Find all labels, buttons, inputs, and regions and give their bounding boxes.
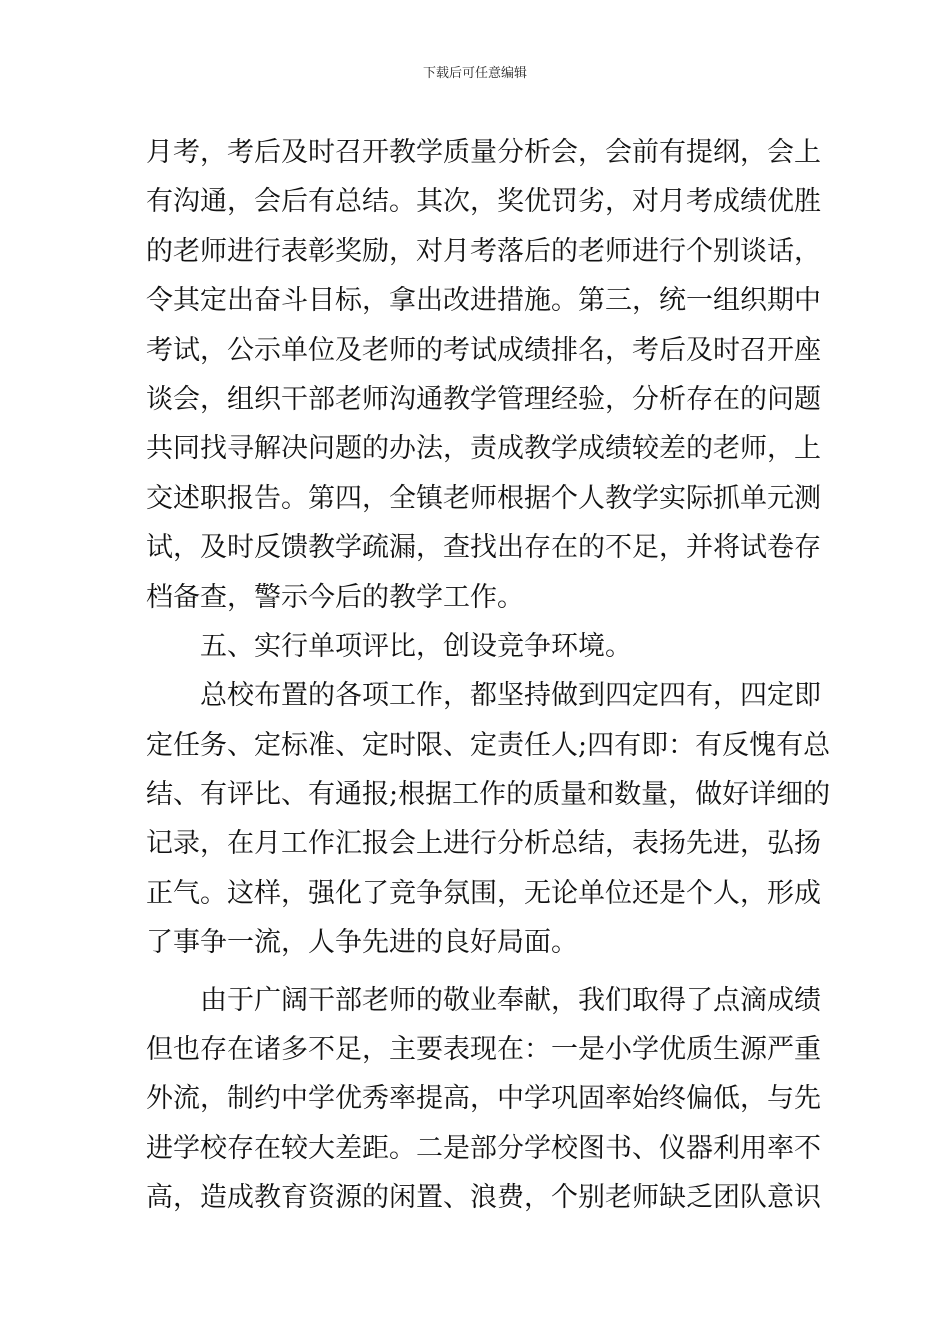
section-heading: 五、实行单项评比，创设竞争环境。 xyxy=(200,630,632,662)
text-line: 考试，公示单位及老师的考试成绩排名，考后及时召开座 xyxy=(146,334,821,366)
document-body xyxy=(146,128,831,1223)
page-header: 下载后可任意编辑 xyxy=(422,66,527,81)
text-line: 的老师进行表彰奖励，对月考落后的老师进行个别谈话， xyxy=(146,235,821,267)
text-line: 外流，制约中学优秀率提高，中学巩固率始终偏低，与先 xyxy=(146,1083,821,1115)
text-line: 但也存在诸多不足，主要表现在：一是小学优质生源严重 xyxy=(146,1034,821,1066)
text-line: 高，造成教育资源的闲置、浪费，个别老师缺乏团队意识 xyxy=(146,1182,821,1214)
text-line: 正气。这样，强化了竞争氛围，无论单位还是个人，形成 xyxy=(146,877,821,909)
text-line: 记录，在月工作汇报会上进行分析总结，表扬先进，弘扬 xyxy=(146,828,821,860)
text-line: 月考，考后及时召开教学质量分析会，会前有提纲，会上 xyxy=(146,137,821,168)
text-line: 令其定出奋斗目标，拿出改进措施。第三，统一组织期中 xyxy=(146,285,821,317)
text-line: 结、有评比、有通报;根据工作的质量和数量，做好详细的 xyxy=(146,779,831,811)
text-line: 有沟通，会后有总结。其次，奖优罚劣，对月考成绩优胜 xyxy=(146,186,821,218)
text-line: 了事争一流，人争先进的良好局面。 xyxy=(146,927,578,959)
text-line: 交述职报告。第四，全镇老师根据个人教学实际抓单元测 xyxy=(146,482,821,514)
text-line: 定任务、定标准、定时限、定责任人;四有即：有反愧有总 xyxy=(146,729,831,761)
text-line: 由于广阔干部老师的敬业奉献，我们取得了点滴成绩 xyxy=(200,984,821,1016)
text-line: 进学校存在较大差距。二是部分学校图书、仪器利用率不 xyxy=(146,1132,821,1164)
text-line: 总校布置的各项工作，都坚持做到四定四有，四定即 xyxy=(200,680,821,712)
paragraph-gap xyxy=(146,968,808,976)
text-line: 档备查，警示今后的教学工作。 xyxy=(146,581,524,613)
text-line: 谈会，组织干部老师沟通教学管理经验，分析存在的问题 xyxy=(146,383,821,415)
text-line: 共同找寻解决问题的办法，责成教学成绩较差的老师，上 xyxy=(146,433,821,465)
text-line: 试，及时反馈教学疏漏，查找出存在的不足，并将试卷存 xyxy=(146,532,821,564)
